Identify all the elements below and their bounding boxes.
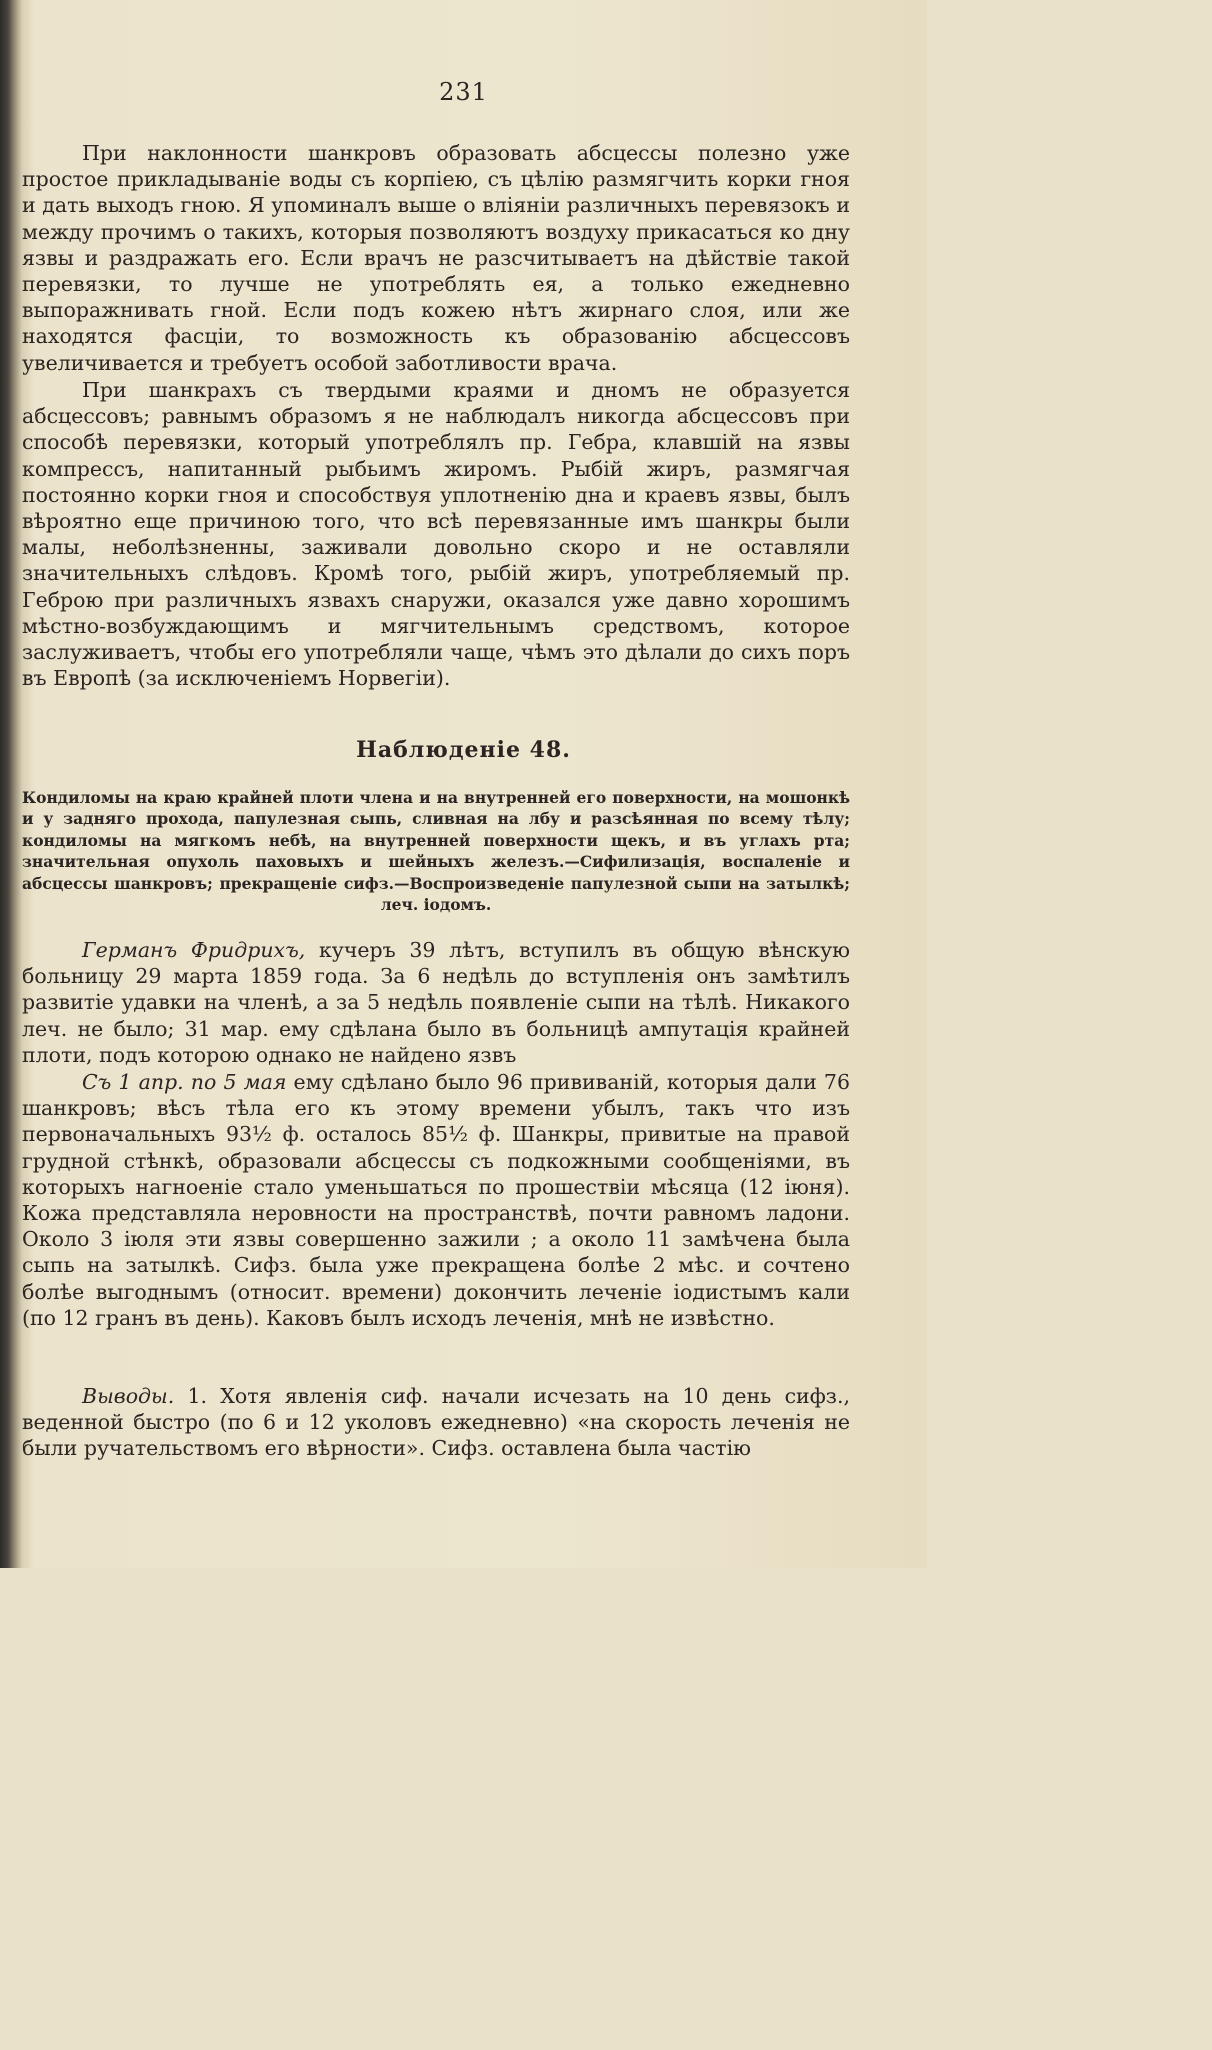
case-paragraph bbox=[22, 1383, 850, 1462]
conclusions-label: Выводы. bbox=[82, 1384, 175, 1408]
case-history-intro bbox=[22, 937, 850, 1068]
case-conclusions bbox=[22, 1383, 850, 1462]
case-text: кучеръ 39 лѣтъ, вступилъ въ общую вѣнскую больницу 29 марта 1859 года. За 6 недѣль до вступленія онъ замѣтилъ развитіе удавки на членѣ, а за 5 недѣль появленіе сыпи на тѣлѣ. Никакого леч. не было; 31 мар. ему сдѣлана было въ больницѣ ампутація крайней плоти, подъ которою однако не найдено язвъ bbox=[22, 938, 850, 1067]
case-paragraph bbox=[22, 937, 850, 1068]
case-text: ему сдѣлано было 96 прививаній, которыя дали 76 шанкровъ; вѣсъ тѣла его къ этому времени убылъ, такъ что изъ первоначальныхъ 93½ ф. осталось 85½ ф. Шанкры, привитые на правой грудной стѣнкѣ, образовали абсцессы съ подкожными сообщеніями, въ которыхъ нагноеніе стало уменьшаться по прошествіи мѣсяца (12 іюня). Кожа представляла неровности на пространствѣ, почти равномъ ладони. Около 3 іюля эти язвы совершенно зажили ; а около 11 замѣчена была сыпь на затылкѣ. Сифз. была уже прекращена болѣе 2 мѣс. и сочтено болѣе выгоднымъ (относит. времени) докончить леченіе іодистымъ кали (по 12 гранъ въ день). Каковъ былъ исходъ леченія, мнѣ не извѣстно. bbox=[22, 1070, 850, 1330]
paragraph-text: При шанкрахъ съ твердыми краями и дномъ не образуется абсцессовъ; равнымъ образомъ я не наблюдалъ никогда абсцессовъ при способѣ перевязки, который употреблялъ пр. Гебра, клавшій на язвы компрессъ, напитанный рыбьимъ жиромъ. Рыбій жиръ, размягчая постоянно корки гноя и способствуя уплотненію дна и краевъ язвы, былъ вѣроятно еще причиною того, что всѣ перевязанные имъ шанкры были малы, неболѣзненны, заживали довольно скоро и не оставляли значительныхъ слѣдовъ. Кромѣ того, рыбій жиръ, употребляемый пр. Геброю при различныхъ язвахъ снаружи, оказался уже давно хорошимъ мѣстно-возбуждающимъ и мягчительнымъ средствомъ, которое заслуживаетъ, чтобы его употребляли чаще, чѣмъ это дѣлали до сихъ поръ въ Европѣ (за исключеніемъ Норвегіи). bbox=[22, 378, 850, 691]
observation-heading: Наблюденіе 48. bbox=[356, 737, 571, 763]
paragraph-abscess-tendency bbox=[22, 140, 850, 376]
case-paragraph bbox=[22, 1069, 850, 1331]
paragraph-text: При наклонности шанкровъ образовать абсцессы полезно уже простое прикладываніе воды съ корпіею, съ цѣлію размягчить корки гноя и дать выходъ гною. Я упоминалъ выше о вліяніи различныхъ перевязокъ и между прочимъ о такихъ, которыя позволяютъ воздуху прикасаться ко дну язвы и раздражать его. Если врачъ не разсчитываетъ на дѣйствіе такой перевязки, то лучше не употреблять ея, а только ежедневно выпоражнивать гной. Если подъ кожею нѣтъ жирнаго слоя, или же находятся фасціи, то возможность къ образованію абсцессовъ увеличивается и требуетъ особой заботливости врача. bbox=[22, 141, 850, 375]
observation-abstract: Кондиломы на краю крайней плоти члена и на внутренней его поверхности, на мошонкѣ и у задняго прохода, папулезная сыпь, сливная на лбу и разсѣянная по всему тѣлу; кондиломы на мягкомъ небѣ, на внутренней поверхности щекъ, и въ углахъ рта; значительная опухоль паховыхъ и шейныхъ железъ.—Сифилизація, воспаленіе и абсцессы шанкровъ; прекращеніе сифз.—Воспроизведеніе папулезной сыпи на затылкѣ; леч. іодомъ. bbox=[22, 788, 850, 915]
patient-name: Германъ Фридрихъ, bbox=[82, 938, 306, 962]
page-number: 231 bbox=[439, 78, 488, 106]
case-text: 1. Хотя явленія сиф. начали исчезать на 10 день сифз., веденной быстро (по 6 и 12 уколовъ ежедневно) «на скорость леченія не были ручательствомъ его вѣрности». Сифз. оставлена была частію bbox=[22, 1384, 850, 1461]
case-history-treatment bbox=[22, 1069, 850, 1331]
paragraph-hard-chancres bbox=[22, 377, 850, 691]
date-range: Съ 1 апр. по 5 мая bbox=[82, 1070, 287, 1094]
